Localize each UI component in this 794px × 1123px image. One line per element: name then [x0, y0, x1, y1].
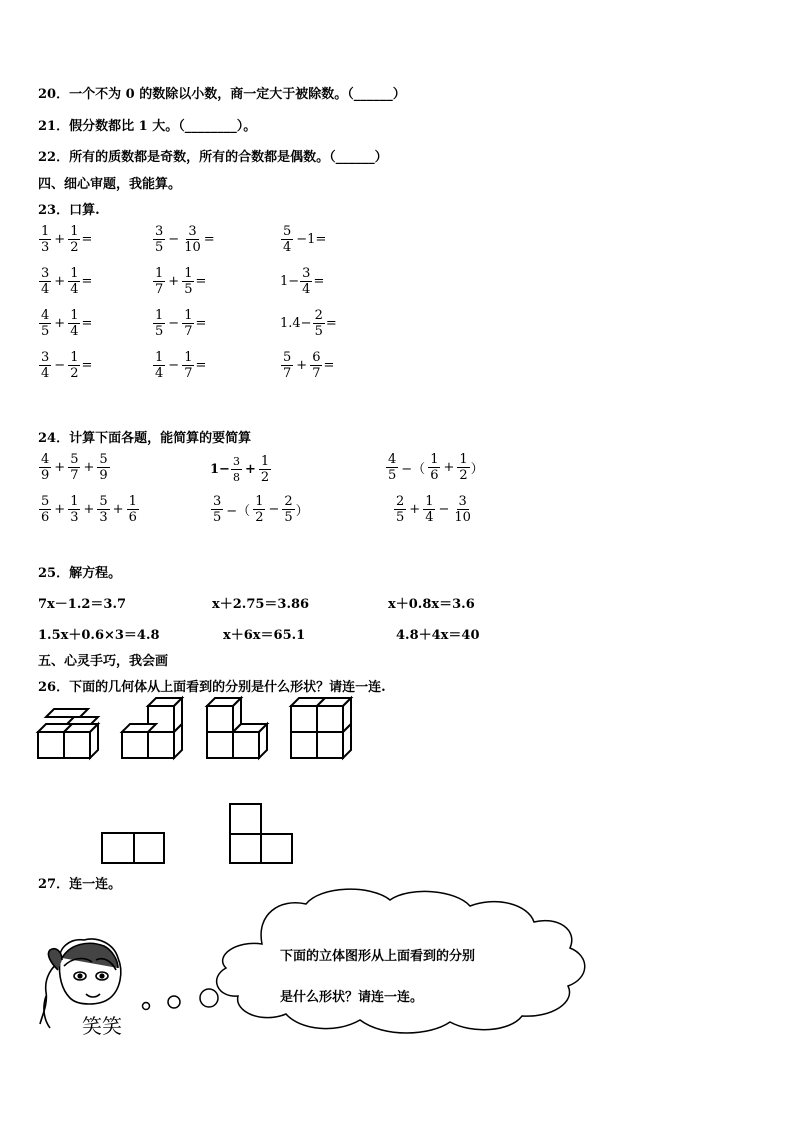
fraction: $\frac{1}{4}$ — [70, 308, 79, 339]
solid-1 — [38, 709, 98, 758]
calc-expression-2: 1− $\frac{3}{8}$ + $\frac{1}{2}$ — [210, 454, 270, 485]
oral-item: $\frac{4}{5}$ + $\frac{1}{4}$ = — [41, 308, 93, 339]
fraction: $\frac{5}{4}$ — [283, 224, 292, 255]
thought-bubbles — [143, 989, 219, 1010]
fraction: $\frac{1}{5}$ — [184, 266, 193, 297]
question-25: 25．解方程。 — [38, 566, 122, 581]
question-26: 26．下面的几何体从上面看到的分别是什么形状？请连一连. — [38, 680, 386, 695]
equation-6: 4.8＋4x＝40 — [396, 628, 480, 643]
question-22: 22．所有的质数都是奇数，所有的合数都是偶数。（______） — [38, 150, 388, 165]
fraction: $\frac{6}{7}$ — [312, 350, 321, 381]
fraction: $\frac{1}{3}$ — [41, 224, 50, 255]
fraction: $\frac{3}{4}$ — [41, 266, 50, 297]
section-5-heading: 五、心灵手巧，我会画 — [38, 654, 169, 669]
oral-item: $\frac{3}{4}$ − $\frac{1}{2}$ = — [41, 350, 93, 381]
top-view-shape-2 — [230, 804, 292, 863]
calc-expression-3: $\frac{4}{5}$ −（ $\frac{1}{6}$ + $\frac{1}{2}$ ） — [388, 452, 484, 483]
equation-2: x＋2.75＝3.86 — [212, 597, 310, 612]
fraction: $\frac{1}{2}$ — [70, 224, 79, 255]
top-view-shape-1 — [102, 833, 164, 863]
cloud-text-line-2: 是什么形状？请连一连。 — [280, 990, 424, 1005]
equation-5: x＋6x＝65.1 — [223, 628, 306, 643]
calc-expression-5: $\frac{3}{5}$ −（ $\frac{1}{2}$ − $\frac{2}{5}$ ） — [213, 494, 309, 525]
fraction: $\frac{3}{5}$ — [155, 224, 164, 255]
question-27: 27．连一连。 — [38, 877, 122, 892]
equation-3: x＋0.8x＝3.6 — [388, 597, 475, 612]
fraction: $\frac{3}{10}$ — [184, 224, 201, 255]
equation-4: 1.5x＋0.6×3＝4.8 — [38, 628, 160, 643]
fraction: $\frac{4}{5}$ — [41, 308, 50, 339]
fraction: $\frac{1}{7}$ — [155, 266, 164, 297]
solid-3 — [207, 698, 267, 758]
fraction: $\frac{1}{4}$ — [155, 350, 164, 381]
fraction: $\frac{1}{2}$ — [70, 350, 79, 381]
fraction: $\frac{1}{4}$ — [70, 266, 79, 297]
girl-name-label: 笑笑 — [82, 1014, 122, 1038]
question-24: 24．计算下面各题，能简算的要简算 — [38, 431, 252, 446]
fraction: $\frac{5}{7}$ — [283, 350, 292, 381]
question-23: 23．口算. — [38, 203, 100, 218]
fraction: $\frac{1}{5}$ — [155, 308, 164, 339]
section-4-heading: 四、细心审题，我能算。 — [38, 177, 182, 192]
fraction: $\frac{3}{4}$ — [302, 266, 311, 297]
solid-2 — [122, 698, 182, 758]
calc-expression-1: $\frac{4}{9}$ + $\frac{5}{7}$ + $\frac{5}{9}$ — [41, 452, 108, 483]
oral-item: $\frac{1}{5}$ − $\frac{1}{7}$ = — [155, 308, 207, 339]
cloud-text-line-1: 下面的立体图形从上面看到的分别 — [280, 949, 476, 964]
oral-item: $\frac{1}{3}$ + $\frac{1}{2}$ = — [41, 224, 93, 255]
oral-item: $\frac{3}{4}$ + $\frac{1}{4}$ = — [41, 266, 93, 297]
oral-item: $\frac{5}{4}$ −1= — [283, 224, 327, 255]
fraction: $\frac{1}{7}$ — [184, 308, 193, 339]
oral-item: $\frac{3}{5}$ − $\frac{3}{10}$ = — [155, 224, 215, 255]
fraction: $\frac{3}{4}$ — [41, 350, 50, 381]
fraction: $\frac{1}{7}$ — [184, 350, 193, 381]
oral-item: 1− $\frac{3}{4}$ = — [280, 266, 325, 297]
question-21: 21．假分数都比 1 大。（________）。 — [38, 119, 257, 134]
oral-item: $\frac{1}{7}$ + $\frac{1}{5}$ = — [155, 266, 207, 297]
oral-item: $\frac{1}{4}$ − $\frac{1}{7}$ = — [155, 350, 207, 381]
calc-expression-6: $\frac{2}{5}$ + $\frac{1}{4}$ − $\frac{3}{10}$ — [396, 494, 471, 525]
solid-4 — [291, 698, 351, 758]
oral-item: 1.4− $\frac{2}{5}$ = — [280, 308, 337, 339]
oral-item: $\frac{5}{7}$ + $\frac{6}{7}$ = — [283, 350, 335, 381]
question-20: 20．一个不为 0 的数除以小数，商一定大于被除数。（______） — [38, 87, 406, 102]
calc-expression-4: $\frac{5}{6}$ + $\frac{1}{3}$ + $\frac{5}{3}$ + $\frac{1}{6}$ — [41, 494, 137, 525]
equation-1: 7x－1.2＝3.7 — [38, 597, 127, 612]
fraction: $\frac{2}{5}$ — [314, 308, 323, 339]
